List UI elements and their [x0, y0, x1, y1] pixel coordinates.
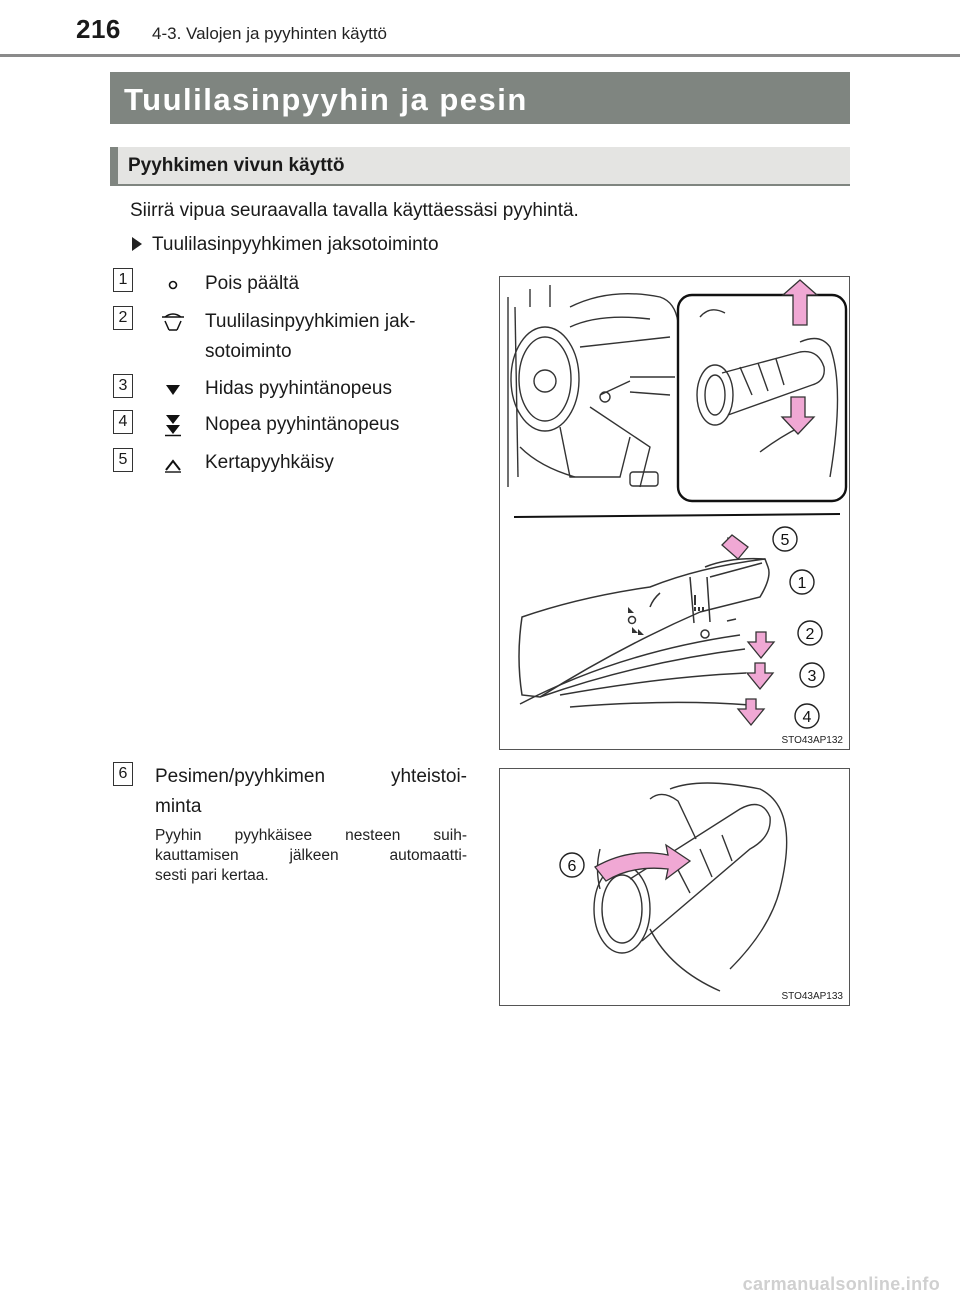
figure1-callout-2: 2 [805, 626, 815, 643]
subsection-title: Pyyhkimen vivun käyttö [110, 147, 850, 186]
bullet-text: Tuulilasinpyyhkimen jaksotoiminto [152, 234, 439, 255]
washer-note-line2: kauttamisen jälkeen automaatti- [155, 847, 467, 864]
callout-number-3: 3 [113, 374, 133, 398]
figure1-callout-1: 1 [797, 575, 807, 592]
mode-2-label-line2: sotoiminto [205, 341, 292, 362]
figure1-callout-5: 5 [780, 532, 790, 549]
mode-2-label-line1: Tuulilasinpyyhkimien jak- [205, 311, 416, 332]
washer-note [155, 826, 467, 886]
mode-3-label: Hidas pyyhintänopeus [205, 378, 392, 399]
figure1-code: STO43AP132 [781, 735, 843, 746]
callout-number-1: 1 [113, 268, 133, 292]
mist-icon [160, 455, 186, 475]
mode-5-label: Kertapyyhkäisy [205, 452, 334, 473]
figure2-callout-6: 6 [567, 858, 577, 875]
washer-note-line1: Pyyhin pyyhkäisee nesteen suih- [155, 827, 467, 844]
washer-illustration [500, 769, 849, 1005]
high-speed-icon [160, 413, 186, 437]
intermittent-wipe-icon [160, 313, 186, 333]
callout-number-5: 5 [113, 448, 133, 472]
callout-number-2: 2 [113, 306, 133, 330]
watermark: carmanualsonline.info [742, 1274, 940, 1294]
washer-title-line1: Pesimen/pyyhkimen yhteistoi- [155, 766, 467, 787]
figure-wiper-lever-positions [499, 276, 850, 750]
bullet-triangle-icon [132, 237, 142, 251]
section-title: Tuulilasinpyyhin ja pesin [110, 72, 850, 124]
intro-text: Siirrä vipua seuraavalla tavalla käyttäessäsi pyyhintä. [130, 200, 579, 221]
washer-title-line2: minta [155, 796, 202, 817]
wiper-lever-illustration [500, 277, 849, 749]
mode-4-label: Nopea pyyhintänopeus [205, 414, 400, 435]
chapter-title: 4-3. Valojen ja pyyhinten käyttö [152, 24, 387, 43]
mode-1-label: Pois päältä [205, 273, 300, 294]
washer-title [155, 762, 467, 822]
page-number: 216 [76, 14, 121, 44]
off-icon [160, 275, 186, 295]
header-divider [0, 54, 960, 57]
callout-number-4: 4 [113, 410, 133, 434]
figure2-code: STO43AP133 [781, 991, 843, 1002]
callout-number-6: 6 [113, 762, 133, 786]
bullet-item [132, 234, 439, 256]
washer-note-line3: sesti pari kertaa. [155, 867, 269, 884]
figure1-callout-4: 4 [802, 709, 812, 726]
low-speed-icon [160, 380, 186, 400]
figure-washer-operation [499, 768, 850, 1006]
figure1-callout-3: 3 [807, 668, 817, 685]
